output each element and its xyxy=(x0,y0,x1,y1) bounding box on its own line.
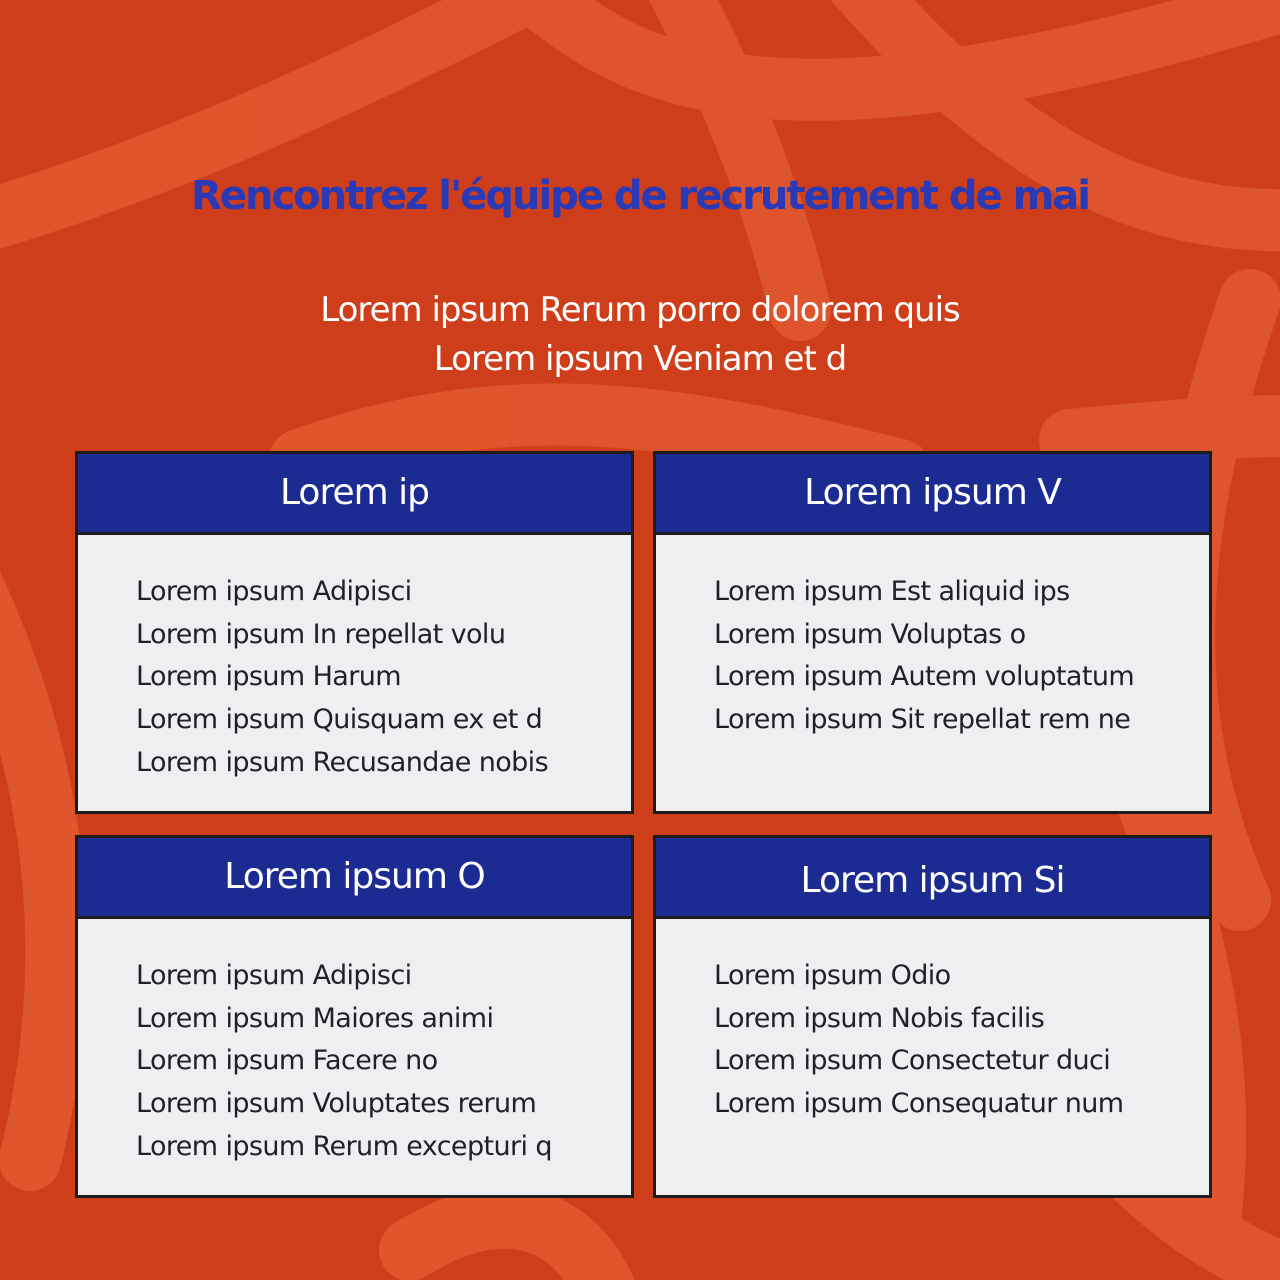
card-header: Lorem ipsum O xyxy=(78,838,631,919)
subtitle xyxy=(0,286,1280,384)
subtitle-line-1: Lorem ipsum Rerum porro dolorem quis xyxy=(320,290,960,330)
card-header: Lorem ipsum Si xyxy=(656,838,1209,919)
list-item: Lorem ipsum Voluptas o xyxy=(714,618,1026,650)
card-header: Lorem ip xyxy=(78,454,631,535)
list-item: Lorem ipsum Est aliquid ips xyxy=(714,576,1070,607)
card-item-list xyxy=(78,919,631,1169)
team-card-2 xyxy=(653,451,1212,814)
list-item: Lorem ipsum Consequatur num xyxy=(714,1088,1124,1120)
list-item: Lorem ipsum Rerum excepturi q xyxy=(136,1130,552,1162)
list-item: Lorem ipsum Nobis facilis xyxy=(714,1002,1045,1034)
list-item: Lorem ipsum Quisquam ex et d xyxy=(136,704,543,736)
team-card-4 xyxy=(653,835,1212,1198)
subtitle-line-2: Lorem ipsum Veniam et d xyxy=(433,339,847,379)
list-item: Lorem ipsum Adipisci xyxy=(136,576,412,607)
list-item: Lorem ipsum Sit repellat rem ne xyxy=(714,704,1131,736)
team-card-1 xyxy=(75,451,634,814)
page-title: Rencontrez l'équipe de recrutement de mai xyxy=(191,173,1089,219)
list-item: Lorem ipsum Voluptates rerum xyxy=(136,1088,537,1120)
list-item: Lorem ipsum Harum xyxy=(136,661,401,693)
list-item: Lorem ipsum Odio xyxy=(714,960,951,991)
list-item: Lorem ipsum Consectetur duci xyxy=(714,1045,1111,1077)
card-header: Lorem ipsum V xyxy=(656,454,1209,535)
team-card-3 xyxy=(75,835,634,1198)
card-item-list xyxy=(656,535,1209,742)
list-item: Lorem ipsum Autem voluptatum xyxy=(714,661,1135,693)
list-item: Lorem ipsum Maiores animi xyxy=(136,1002,494,1034)
card-item-list xyxy=(78,535,631,785)
list-item: Lorem ipsum In repellat volu xyxy=(136,618,506,650)
list-item: Lorem ipsum Facere no xyxy=(136,1045,438,1077)
list-item: Lorem ipsum Recusandae nobis xyxy=(136,746,549,778)
card-item-list xyxy=(656,919,1209,1126)
list-item: Lorem ipsum Adipisci xyxy=(136,960,412,991)
